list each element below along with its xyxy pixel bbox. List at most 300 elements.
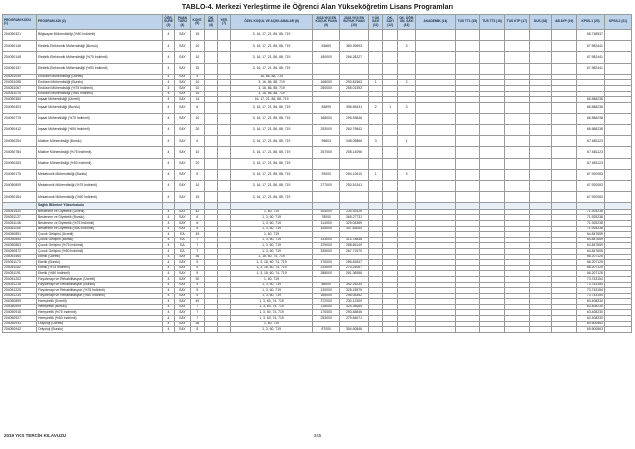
table-cell: SAY (175, 321, 190, 327)
kpss1-cell: 63.408230 (577, 299, 605, 305)
table-cell (529, 102, 552, 113)
table-cell: 3 (397, 102, 416, 113)
table-cell: 42 (190, 209, 204, 215)
column-header: OK. ÖĞR. ÖN. SAYI (13) (397, 15, 416, 30)
table-cell: SAY (175, 125, 190, 136)
table-cell: 4 (162, 192, 174, 203)
table-cell: 78000 (313, 215, 340, 221)
program-code: 204050146 (3, 41, 37, 52)
table-cell: 5 (190, 260, 204, 266)
table-cell: 4 (162, 158, 174, 169)
table-cell (552, 63, 577, 74)
kpss1-cell: 64.847659 (577, 248, 605, 254)
table-row (3, 147, 632, 158)
program-name: Çocuk Gelişimi (Burslu) (37, 237, 163, 243)
table-cell (383, 327, 397, 333)
table-cell (504, 327, 529, 333)
program-name: Makine Mühendisliği (%50 İndirimli) (37, 158, 163, 169)
table-cell: 234.92426 (340, 209, 369, 215)
table-cell: 4 (162, 321, 174, 327)
notes-cell: 1, 3, 60, 719 (230, 248, 312, 254)
program-code: 204051216 (3, 282, 37, 288)
notes-cell: 3, 16, 17, 21, 86, 88, 719 (230, 52, 312, 63)
program-name: Elektrik-Elektronik Mühendisliği (%50 İndirimli) (37, 63, 163, 74)
table-cell (397, 158, 416, 169)
table-cell (480, 327, 505, 333)
kpss1-cell: 64.847659 (577, 237, 605, 243)
table-cell: 6 (190, 136, 204, 147)
program-name: Ebelik (Burslu) (37, 260, 163, 266)
program-code: 204051155 (3, 226, 37, 232)
table-cell (504, 169, 529, 180)
column-header: PUAN TÜRÜ (4) (175, 15, 190, 30)
table-cell: SAY (175, 310, 190, 316)
table-cell (504, 125, 529, 136)
notes-cell: 1, 3, 60, 719 (230, 220, 312, 226)
table-cell: 293.48846 (340, 310, 369, 316)
table-cell: 4 (162, 74, 174, 80)
table-cell: 4 (162, 147, 174, 158)
table-cell (397, 63, 416, 74)
table-body (3, 30, 632, 333)
table-cell: 255.01392 (340, 85, 369, 91)
kpss1-cell: 65.748537 (577, 30, 605, 41)
table-cell (480, 41, 505, 52)
program-name: İnşaat Mühendisliği (Ücretli) (37, 97, 163, 103)
notes-cell: 1, 60, 719 (230, 209, 312, 215)
table-cell: 6 (190, 215, 204, 221)
table-cell (383, 52, 397, 63)
table-cell (552, 30, 577, 41)
table-row (3, 102, 632, 113)
notes-cell: 3, 16, 17, 21, 86, 88, 719 (230, 41, 312, 52)
table-cell (340, 192, 369, 203)
table-cell (455, 181, 480, 192)
table-cell: 10 (190, 147, 204, 158)
program-code: 204050254 (3, 136, 37, 147)
table-cell: 10 (190, 41, 204, 52)
program-name: Çocuk Gelişimi (%75 İndirimli) (37, 243, 163, 249)
table-cell: 4 (162, 63, 174, 74)
table-cell: 365.27731 (340, 215, 369, 221)
table-cell: 10 (190, 52, 204, 63)
program-code: 204050809 (3, 181, 37, 192)
column-header: AB AYP (19) (552, 15, 577, 30)
program-name: Hemşirelik (Ücretli) (37, 299, 163, 305)
table-cell: 4 (162, 113, 174, 124)
notes-cell: 3, 16, 86, 88, 719 (230, 91, 312, 97)
table-cell (552, 113, 577, 124)
table-cell (552, 41, 577, 52)
kpss1-cell: 73.743154 (577, 293, 605, 299)
table-cell: 352.25234 (340, 282, 369, 288)
notes-cell: 1, 3, 18, 60, 74, 719 (230, 271, 312, 277)
notes-cell: 1, 3, 60, 719 (230, 226, 312, 232)
table-cell: SAY (175, 63, 190, 74)
table-cell: 5 (190, 282, 204, 288)
table-cell: 284.12610 (340, 169, 369, 180)
table-cell (205, 102, 218, 113)
table-cell (504, 41, 529, 52)
table-cell: 4 (162, 102, 174, 113)
table-row (3, 52, 632, 63)
table-cell: 261.36956 (340, 271, 369, 277)
table-cell (604, 158, 631, 169)
program-code: 204051146 (3, 220, 37, 226)
table-cell: SAY (175, 80, 190, 86)
program-name: Ebelik (%75 İndirimli) (37, 265, 163, 271)
notes-cell: 1, 3, 60, 74, 719 (230, 299, 312, 305)
column-header: OK. SAYI (12) (383, 15, 397, 30)
column-header: 2018 YKS EN KÜÇÜK PUAN (9) (313, 15, 340, 30)
table-cell (504, 147, 529, 158)
table-cell (480, 30, 505, 41)
table-cell (205, 169, 218, 180)
table-cell (218, 327, 230, 333)
table-cell: SAY (175, 136, 190, 147)
table-cell (604, 52, 631, 63)
table-cell (218, 113, 230, 124)
table-cell: 4 (162, 136, 174, 147)
notes-cell: 1, 3, 60, 719 (230, 282, 312, 288)
table-cell: 6 (190, 226, 204, 232)
table-cell (604, 41, 631, 52)
table-cell (205, 181, 218, 192)
table-cell (504, 181, 529, 192)
table-cell: SAY (175, 147, 190, 158)
table-cell (397, 181, 416, 192)
table-row (3, 63, 632, 74)
table-cell (416, 181, 455, 192)
notes-cell: 3, 16, 17, 21, 86, 88, 719 (230, 158, 312, 169)
notes-cell: 1, 3, 60, 719 (230, 237, 312, 243)
kpss1-cell: 66.586238 (577, 97, 605, 103)
table-cell: SAY (175, 169, 190, 180)
table-cell: 4 (162, 232, 174, 238)
table-cell: 4 (162, 30, 174, 41)
table-cell (552, 181, 577, 192)
table-cell (455, 147, 480, 158)
table-cell (205, 41, 218, 52)
table-cell (504, 102, 529, 113)
notes-cell: 16, 86, 88, 719 (230, 74, 312, 80)
program-name: Hemşirelik (Burslu) (37, 304, 163, 310)
table-cell (604, 63, 631, 74)
table-cell: SAY (175, 192, 190, 203)
section-title: Sağlık Bilimleri Yüksekokulu (37, 203, 163, 209)
kpss1-cell: 66.207125 (577, 260, 605, 266)
table-cell: SAY (175, 30, 190, 41)
table-cell: SAY (175, 74, 190, 80)
table-cell: 298.05352 (340, 293, 369, 299)
program-code: 204051137 (3, 215, 37, 221)
program-name: Mekatronik Mühendisliği (%50 İndirimli) (37, 192, 163, 203)
table-cell: SAY (175, 41, 190, 52)
table-cell: 118000 (313, 304, 340, 310)
table-cell (397, 147, 416, 158)
table-cell: 4 (162, 243, 174, 249)
table-cell (552, 169, 577, 180)
notes-cell: 1, 3, 60, 719 (230, 327, 312, 333)
table-cell (205, 136, 218, 147)
table-cell: 20 (190, 125, 204, 136)
notes-cell: 1, 3, 60, 719 (230, 215, 312, 221)
table-cell: 304000 (313, 209, 340, 215)
table-cell: 93000 (313, 169, 340, 180)
kpss1-cell: 63.408230 (577, 304, 605, 310)
table-cell: 30 (190, 276, 204, 282)
table-cell: EA (175, 243, 190, 249)
table-cell: SAY (175, 265, 190, 271)
page-number: 345 (313, 433, 322, 438)
kpss1-cell: 69.500563 (577, 321, 605, 327)
table-cell (313, 158, 340, 169)
table-cell: 329.04369 (340, 220, 369, 226)
table-cell: SAY (175, 254, 190, 260)
table-cell (218, 169, 230, 180)
table-cell: 5 (190, 271, 204, 277)
table-cell: SAY (175, 260, 190, 266)
table-cell: 325.15575 (340, 288, 369, 294)
table-cell: 324.35065 (340, 304, 369, 310)
table-cell (604, 169, 631, 180)
table-cell (383, 169, 397, 180)
table-cell: EA (175, 248, 190, 254)
table-cell (416, 52, 455, 63)
table-cell (455, 52, 480, 63)
table-cell (480, 169, 505, 180)
table-cell (397, 192, 416, 203)
table-row (3, 169, 632, 180)
table-cell (552, 52, 577, 63)
column-header: KONT. (5) (190, 15, 204, 30)
program-name: Odyoloji (Burslu) (37, 327, 163, 333)
table-cell: 176000 (313, 260, 340, 266)
program-code: 204050918 (3, 310, 37, 316)
program-name: Beslenme ve Diyetetik (%75 İndirimli) (37, 220, 163, 226)
table-row (3, 192, 632, 203)
column-header: TUS KTP (17) (504, 15, 529, 30)
table-cell (480, 192, 505, 203)
table-row (3, 41, 632, 52)
table-cell: 15 (190, 192, 204, 203)
table-cell (205, 52, 218, 63)
column-header: AKADEMİK (14) (416, 15, 455, 30)
table-cell: 4 (162, 327, 174, 333)
table-cell: 4 (162, 237, 174, 243)
table-cell (416, 30, 455, 41)
table-cell (218, 158, 230, 169)
table-cell: 7 (190, 243, 204, 249)
kpss1-cell: 67.920083 (577, 181, 605, 192)
program-code: 204051520 (3, 209, 37, 215)
table-cell: 1 (368, 80, 382, 86)
table-cell (529, 181, 552, 192)
program-name: Makine Mühendisliği (%75 İndirimli) (37, 147, 163, 158)
column-header: KPSS-1 (20) (577, 15, 605, 30)
kpss1-cell: 73.743154 (577, 276, 605, 282)
table-cell (368, 125, 382, 136)
table-cell (218, 147, 230, 158)
table-cell (340, 30, 369, 41)
table-cell (368, 147, 382, 158)
kpss1-cell: 71.925238 (577, 209, 605, 215)
table-cell: 15 (190, 91, 204, 97)
table-cell (416, 63, 455, 74)
table-cell (504, 52, 529, 63)
program-code: 204051058 (3, 80, 37, 86)
table-cell (455, 136, 480, 147)
table-cell (383, 192, 397, 203)
table-cell (416, 136, 455, 147)
table-cell: 180000 (313, 52, 340, 63)
table-cell: 4 (162, 91, 174, 97)
table-cell: 10 (190, 80, 204, 86)
column-header: KPSS-2 (21) (604, 15, 631, 30)
table-cell: SAY (175, 282, 190, 288)
table-cell (205, 158, 218, 169)
table-cell: 7 (190, 316, 204, 322)
program-code: 204050403 (3, 102, 37, 113)
notes-cell: 1, 3, 60, 719 (230, 288, 312, 294)
table-cell (340, 63, 369, 74)
table-cell (368, 158, 382, 169)
table-cell (504, 136, 529, 147)
table-cell: 266.28227 (340, 52, 369, 63)
table-cell (205, 63, 218, 74)
table-cell: SAY (175, 158, 190, 169)
kpss1-cell: 67.920083 (577, 192, 605, 203)
table-cell: 358.65431 (340, 102, 369, 113)
notes-cell: 1, 3, 18, 60, 74, 719 (230, 265, 312, 271)
table-cell: 83669 (313, 41, 340, 52)
program-code: 204051225 (3, 288, 37, 294)
table-cell: 5 (190, 169, 204, 180)
program-code: 204050942 (3, 327, 37, 333)
program-name: Endüstri Mühendisliği (Burslu) (37, 80, 163, 86)
program-code: 204050899 (3, 299, 37, 305)
table-cell (205, 147, 218, 158)
table-cell (552, 158, 577, 169)
table-cell: 279.84671 (340, 316, 369, 322)
notes-cell: 3, 16, 86, 88, 719 (230, 85, 312, 91)
table-cell (480, 181, 505, 192)
table-cell (383, 147, 397, 158)
table-cell: SAY (175, 102, 190, 113)
table-cell: 267.71970 (340, 248, 369, 254)
table-cell (529, 327, 552, 333)
table-cell (313, 63, 340, 74)
program-name: Beslenme ve Diyetetik (Ücretli) (37, 209, 163, 215)
table-cell (416, 158, 455, 169)
table-cell: 372000 (313, 299, 340, 305)
table-cell: 4 (162, 52, 174, 63)
table-cell: SAY (175, 97, 190, 103)
table-cell: 4 (162, 215, 174, 221)
table-cell: 4 (162, 304, 174, 310)
kpss1-cell: 71.925238 (577, 226, 605, 232)
table-cell (416, 192, 455, 203)
table-cell (504, 30, 529, 41)
kpss1-cell: 67.982441 (577, 41, 605, 52)
table-cell: 4 (162, 293, 174, 299)
table-cell: SAY (175, 209, 190, 215)
table-cell (480, 158, 505, 169)
table-cell (368, 52, 382, 63)
table-cell: 4 (162, 41, 174, 52)
table-cell (383, 181, 397, 192)
table-row (3, 125, 632, 136)
table-cell (218, 102, 230, 113)
table-cell: SAY (175, 226, 190, 232)
table-cell (416, 41, 455, 52)
table-cell: 170000 (313, 310, 340, 316)
table-cell (552, 147, 577, 158)
program-code: 204051067 (3, 85, 37, 91)
program-code: 204050854 (3, 237, 37, 243)
program-code: 204050927 (3, 316, 37, 322)
table-cell (604, 136, 631, 147)
program-name: Çocuk Gelişimi (%50 İndirimli) (37, 248, 163, 254)
table-cell (529, 192, 552, 203)
program-name: Makine Mühendisliği (Burslu) (37, 136, 163, 147)
table-cell (455, 30, 480, 41)
notes-cell: 1, 60, 719 (230, 321, 312, 327)
table-cell: 87000 (313, 327, 340, 333)
table-cell: 348.05866 (340, 136, 369, 147)
table-cell (604, 30, 631, 41)
table-cell: 253000 (313, 125, 340, 136)
table-cell: 2 (368, 102, 382, 113)
programs-table (2, 14, 632, 333)
table-cell: EA (175, 237, 190, 243)
table-cell (455, 169, 480, 180)
table-cell (416, 169, 455, 180)
program-code: 204050175 (3, 169, 37, 180)
program-code: 204050148 (3, 52, 37, 63)
program-name: Fizyoterapi ve Rehabilitasyon (Burslu) (37, 282, 163, 288)
table-cell (383, 125, 397, 136)
kpss1-cell: 73.743154 (577, 288, 605, 294)
table-cell: 4 (162, 282, 174, 288)
table-cell: 270.24067 (340, 265, 369, 271)
table-cell: 5 (190, 265, 204, 271)
table-cell: 49 (190, 232, 204, 238)
table-cell (552, 125, 577, 136)
table-cell: 4 (162, 125, 174, 136)
notes-cell: 1, 3, 60, 719 (230, 243, 312, 249)
program-code: 204050184 (3, 192, 37, 203)
table-cell (529, 147, 552, 158)
table-cell (480, 147, 505, 158)
table-cell (604, 192, 631, 203)
table-cell: 36 (190, 254, 204, 260)
table-row (3, 30, 632, 41)
table-row (3, 158, 632, 169)
column-header: PROGRAM KODU (1) (3, 15, 37, 30)
table-cell: 4 (162, 80, 174, 86)
table-cell (218, 63, 230, 74)
program-name: Odyoloji (Ücretli) (37, 321, 163, 327)
table-cell (397, 125, 416, 136)
table-cell (368, 63, 382, 74)
table-cell (218, 30, 230, 41)
table-cell: 288000 (313, 271, 340, 277)
table-cell: 290.81563 (340, 80, 369, 86)
table-cell (205, 113, 218, 124)
table-cell: 10 (190, 85, 204, 91)
table-cell (480, 52, 505, 63)
